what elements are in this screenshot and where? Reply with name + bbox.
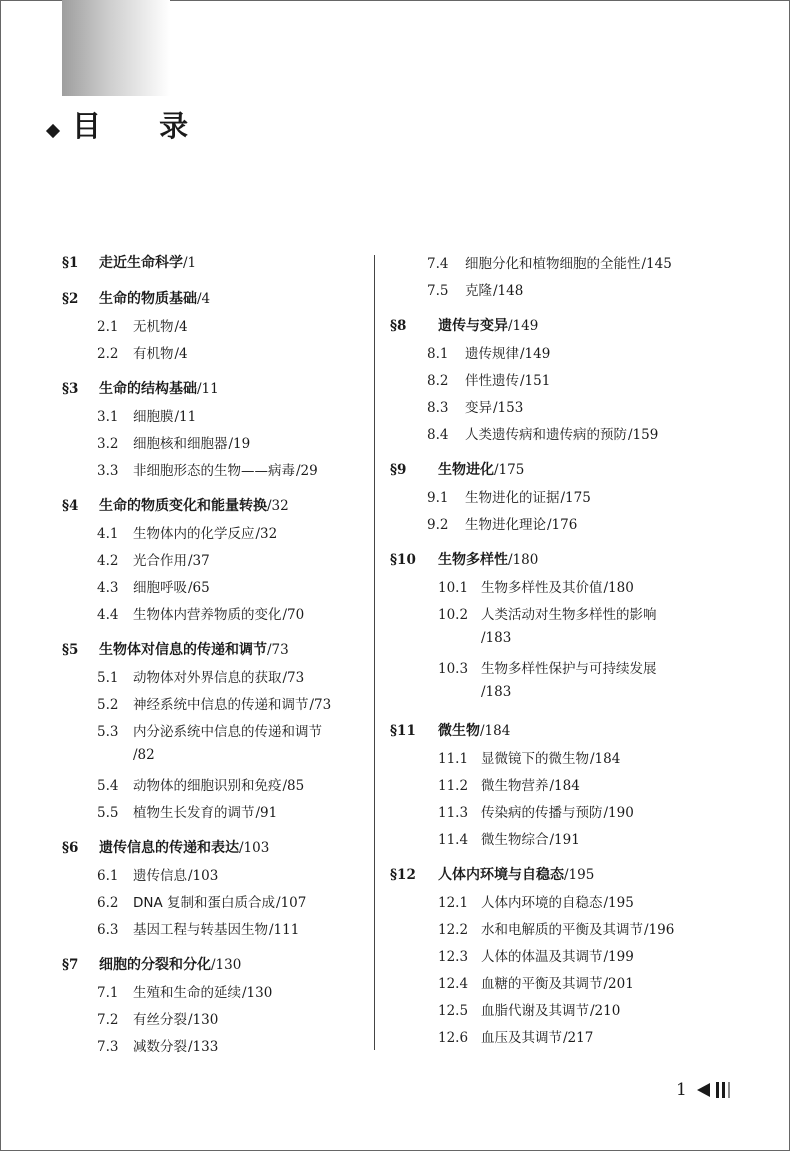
subsection-page: /196	[644, 922, 675, 938]
toc-section-entry[interactable]	[62, 954, 362, 981]
section-number: §7	[62, 957, 79, 973]
section-page: /32	[267, 498, 289, 514]
subsection-number: 6.1	[97, 868, 119, 884]
subsection-page: /130	[242, 985, 273, 1001]
toc-section-entry[interactable]	[62, 252, 362, 279]
subsection-title: 动物体对外界信息的获取	[133, 670, 282, 686]
section-title: 生命的结构基础	[99, 381, 197, 397]
section-page: /175	[494, 462, 525, 478]
subsection-title: 生物进化的证据	[465, 490, 560, 506]
subsection-number: 7.3	[97, 1039, 119, 1055]
subsection-title: 血压及其调节	[481, 1030, 562, 1046]
subsection-title: 植物生长发育的调节	[133, 805, 255, 821]
subsection-page: /4	[174, 346, 188, 362]
toc-subsection-entry[interactable]	[390, 657, 710, 684]
subsection-title: 细胞分化和植物细胞的全能性	[465, 256, 641, 272]
section-page: /1	[183, 255, 197, 271]
subsection-title: 生殖和生命的延续	[133, 985, 241, 1001]
subsection-page: /217	[563, 1030, 594, 1046]
subsection-page: /32	[255, 526, 278, 542]
subsection-title: 有机物	[133, 346, 174, 362]
subsection-number: 4.4	[97, 607, 119, 623]
subsection-title: 生物多样性保护与可持续发展	[481, 661, 657, 677]
diamond-bullet-icon	[46, 124, 60, 138]
section-number: §11	[390, 723, 416, 739]
section-title: 生物体对信息的传递和调节	[99, 642, 267, 658]
subsection-title: 细胞呼吸	[133, 580, 187, 596]
section-page: /73	[267, 642, 289, 658]
subsection-title: 内分泌系统中信息的传递和调节	[133, 724, 322, 740]
subsection-number: 8.3	[427, 400, 449, 416]
subsection-page: /210	[590, 1003, 621, 1019]
toc-section-entry[interactable]	[62, 288, 362, 315]
toc-subsection-entry[interactable]	[62, 549, 362, 576]
toc-subsection-entry[interactable]	[62, 891, 362, 918]
toc-subsection-entry[interactable]	[62, 864, 362, 891]
subsection-number: 2.2	[97, 346, 119, 362]
subsection-number: 8.4	[427, 427, 449, 443]
subsection-page: /133	[188, 1039, 219, 1055]
section-page: /180	[508, 552, 539, 568]
subsection-page: /145	[641, 256, 672, 272]
toc-subsection-entry[interactable]	[62, 405, 362, 432]
toc-subsection-entry[interactable]	[390, 747, 710, 774]
subsection-title: 人类活动对生物多样性的影响	[481, 607, 657, 623]
subsection-number: 12.1	[438, 895, 469, 911]
subsection-number: 6.2	[97, 895, 119, 911]
subsection-title: 生物体内营养物质的变化	[133, 607, 282, 623]
section-number: §3	[62, 381, 79, 397]
toc-subsection-entry[interactable]	[390, 423, 710, 450]
toc-subsection-entry[interactable]	[390, 828, 710, 855]
subsection-number: 3.2	[97, 436, 119, 452]
subsection-page: /111	[269, 922, 300, 938]
toc-subsection-entry[interactable]	[390, 513, 710, 540]
subsection-number: 9.2	[427, 517, 449, 533]
subsection-title: 有丝分裂	[133, 1012, 187, 1028]
subsection-page: /201	[603, 976, 634, 992]
subsection-title: 微生物营养	[481, 778, 549, 794]
toc-subsection-entry[interactable]	[62, 603, 362, 630]
subsection-number: 11.2	[438, 778, 469, 794]
subsection-number: 10.3	[438, 661, 469, 677]
toc-section-entry[interactable]	[390, 315, 710, 342]
toc-subsection-entry[interactable]	[62, 720, 362, 747]
toc-subsection-entry[interactable]	[62, 801, 362, 828]
section-title: 遗传信息的传递和表达	[99, 840, 239, 856]
subsection-number: 7.2	[97, 1012, 119, 1028]
toc-subsection-entry[interactable]	[62, 522, 362, 549]
section-page: /11	[197, 381, 219, 397]
section-title: 微生物	[438, 723, 480, 739]
subsection-number: 11.1	[438, 751, 469, 767]
subsection-page: /191	[549, 832, 580, 848]
subsection-page: /37	[188, 553, 210, 569]
subsection-page: /151	[520, 373, 551, 389]
toc-subsection-entry[interactable]	[390, 891, 710, 918]
toc-subsection-entry[interactable]	[390, 369, 710, 396]
section-title: 遗传与变异	[438, 318, 508, 334]
column-divider	[374, 255, 375, 1050]
section-title: 生物进化	[438, 462, 494, 478]
subsection-title: 细胞核和细胞器	[133, 436, 228, 452]
subsection-number: 6.3	[97, 922, 119, 938]
subsection-page: /184	[549, 778, 580, 794]
toc-subsection-entry[interactable]	[390, 576, 710, 603]
toc-subsection-entry[interactable]	[390, 918, 710, 945]
subsection-page: /65	[188, 580, 210, 596]
subsection-title: 伴性遗传	[465, 373, 519, 389]
toc-subsection-entry[interactable]	[390, 603, 710, 630]
subsection-title: 血糖的平衡及其调节	[481, 976, 603, 992]
folio-bar-icon	[722, 1082, 725, 1098]
subsection-page: /85	[282, 778, 305, 794]
section-number: §4	[62, 498, 79, 514]
toc-section-entry[interactable]	[390, 864, 710, 891]
subsection-title: 遗传规律	[465, 346, 519, 362]
subsection-number: 12.2	[438, 922, 469, 938]
toc-subsection-entry[interactable]	[390, 1026, 710, 1053]
subsection-page: /91	[255, 805, 278, 821]
subsection-page-continued: /183	[481, 684, 512, 700]
subsection-title: 克隆	[465, 283, 492, 299]
page-title: 目 录	[72, 108, 213, 143]
toc-subsection-entry[interactable]	[62, 666, 362, 693]
subsection-title: 基因工程与转基因生物	[133, 922, 268, 938]
toc-subsection-entry[interactable]	[62, 774, 362, 801]
subsection-number: 4.1	[97, 526, 119, 542]
subsection-title: 生物进化理论	[465, 517, 546, 533]
subsection-page: /19	[228, 436, 251, 452]
section-number: §5	[62, 642, 79, 658]
subsection-page: /184	[590, 751, 621, 767]
toc-subsection-entry[interactable]	[62, 693, 362, 720]
section-page: /130	[211, 957, 242, 973]
section-page: /4	[197, 291, 211, 307]
subsection-title: 减数分裂	[133, 1039, 187, 1055]
page-folio	[676, 1080, 730, 1100]
toc-subsection-entry[interactable]	[62, 315, 362, 342]
toc-section-entry[interactable]	[62, 495, 362, 522]
subsection-title: 人体的体温及其调节	[481, 949, 603, 965]
section-title: 生物多样性	[438, 552, 508, 568]
subsection-number: 9.1	[427, 490, 449, 506]
subsection-page: /4	[174, 319, 188, 335]
subsection-page: /175	[560, 490, 591, 506]
subsection-number: 4.3	[97, 580, 119, 596]
toc-section-entry[interactable]	[62, 639, 362, 666]
folio-bar-icon	[728, 1082, 730, 1098]
toc-subsection-entry[interactable]	[390, 342, 710, 369]
subsection-page: /11	[174, 409, 197, 425]
subsection-number: 12.3	[438, 949, 469, 965]
toc-section-entry[interactable]	[62, 837, 362, 864]
section-number: §1	[62, 255, 79, 271]
subsection-number: 11.3	[438, 805, 469, 821]
subsection-number: 4.2	[97, 553, 119, 569]
subsection-title: 非细胞形态的生物——病毒	[133, 463, 295, 479]
subsection-title: 微生物综合	[481, 832, 549, 848]
subsection-number: 5.3	[97, 724, 119, 740]
subsection-number: 3.3	[97, 463, 119, 479]
subsection-number: 8.1	[427, 346, 449, 362]
toc-section-entry[interactable]	[390, 720, 710, 747]
subsection-page: /159	[628, 427, 659, 443]
toc-section-entry[interactable]	[390, 549, 710, 576]
subsection-title: 血脂代谢及其调节	[481, 1003, 589, 1019]
subsection-number: 12.4	[438, 976, 469, 992]
subsection-number: 10.1	[438, 580, 469, 596]
subsection-page: /73	[309, 697, 332, 713]
subsection-page: /70	[282, 607, 305, 623]
section-title: 人体内环境与自稳态	[438, 867, 564, 883]
subsection-page: /149	[520, 346, 551, 362]
toc-subsection-entry[interactable]	[62, 1008, 362, 1035]
toc-subsection-entry[interactable]	[390, 774, 710, 801]
subsection-title: 光合作用	[133, 553, 187, 569]
toc-subsection-entry[interactable]	[62, 918, 362, 945]
subsection-number: 7.1	[97, 985, 119, 1001]
subsection-page-continued: /82	[133, 747, 155, 763]
section-page: /184	[480, 723, 511, 739]
subsection-number: 7.5	[427, 283, 449, 299]
subsection-number: 5.1	[97, 670, 119, 686]
subsection-page: /180	[603, 580, 634, 596]
toc-subsection-entry[interactable]	[390, 972, 710, 999]
section-number: §10	[390, 552, 416, 568]
subsection-number: 5.2	[97, 697, 119, 713]
subsection-number: 3.1	[97, 409, 119, 425]
toc-subsection-entry[interactable]	[62, 981, 362, 1008]
section-number: §12	[390, 867, 416, 883]
section-page: /195	[564, 867, 595, 883]
subsection-page: /103	[188, 868, 219, 884]
heading	[48, 104, 212, 144]
subsection-number: 7.4	[427, 256, 449, 272]
subsection-title: 生物多样性及其价值	[481, 580, 603, 596]
subsection-title: 传染病的传播与预防	[481, 805, 603, 821]
subsection-page: /73	[282, 670, 305, 686]
section-title: 生命的物质变化和能量转换	[99, 498, 267, 514]
subsection-number: 10.2	[438, 607, 469, 623]
subsection-page-continued: /183	[481, 630, 512, 646]
toc-subsection-entry[interactable]	[390, 801, 710, 828]
subsection-number: 8.2	[427, 373, 449, 389]
section-number: §9	[390, 462, 407, 478]
subsection-title: DNA 复制和蛋白质合成	[133, 895, 276, 911]
subsection-page: /199	[603, 949, 634, 965]
subsection-title: 细胞膜	[133, 409, 174, 425]
subsection-number: 12.6	[438, 1030, 469, 1046]
section-title: 生命的物质基础	[99, 291, 197, 307]
subsection-title: 人体内环境的自稳态	[481, 895, 603, 911]
toc-subsection-entry[interactable]	[390, 945, 710, 972]
subsection-number: 5.5	[97, 805, 119, 821]
page-number: 1	[676, 1080, 687, 1100]
subsection-number: 12.5	[438, 1003, 469, 1019]
subsection-page: /195	[603, 895, 634, 911]
toc-subsection-entry[interactable]	[62, 1035, 362, 1062]
subsection-page: /107	[276, 895, 307, 911]
toc-subsection-entry[interactable]	[390, 279, 710, 306]
toc-subsection-entry[interactable]	[390, 396, 710, 423]
toc-column-right	[390, 252, 710, 1053]
toc-subsection-entry[interactable]	[390, 999, 710, 1026]
subsection-title: 显微镜下的微生物	[481, 751, 589, 767]
toc-section-entry[interactable]	[390, 459, 710, 486]
toc-column-left	[62, 252, 362, 1062]
section-page: /149	[508, 318, 539, 334]
subsection-title: 动物体的细胞识别和免疫	[133, 778, 282, 794]
subsection-page: /190	[603, 805, 634, 821]
subsection-title: 人类遗传病和遗传病的预防	[465, 427, 627, 443]
subsection-number: 2.1	[97, 319, 119, 335]
section-number: §8	[390, 318, 407, 334]
subsection-page: /29	[296, 463, 318, 479]
subsection-title: 生物体内的化学反应	[133, 526, 255, 542]
toc-subsection-entry[interactable]	[62, 342, 362, 369]
section-title: 走近生命科学	[99, 255, 183, 271]
section-page: /103	[239, 840, 270, 856]
toc-section-entry[interactable]	[62, 378, 362, 405]
toc-subsection-entry[interactable]	[62, 459, 362, 486]
toc-subsection-entry[interactable]	[390, 252, 710, 279]
subsection-title: 无机物	[133, 319, 174, 335]
toc-subsection-entry[interactable]	[62, 576, 362, 603]
subsection-page: /148	[493, 283, 524, 299]
folio-bar-icon	[716, 1082, 719, 1098]
subsection-title: 水和电解质的平衡及其调节	[481, 922, 643, 938]
subsection-title: 神经系统中信息的传递和调节	[133, 697, 309, 713]
subsection-page: /153	[493, 400, 524, 416]
subsection-number: 5.4	[97, 778, 119, 794]
toc-subsection-entry[interactable]	[390, 486, 710, 513]
section-number: §2	[62, 291, 79, 307]
subsection-page: /130	[188, 1012, 219, 1028]
subsection-number: 11.4	[438, 832, 469, 848]
section-title: 细胞的分裂和分化	[99, 957, 211, 973]
subsection-title: 变异	[465, 400, 492, 416]
subsection-page: /176	[547, 517, 578, 533]
left-arrow-icon	[697, 1083, 710, 1097]
section-number: §6	[62, 840, 79, 856]
toc-subsection-entry[interactable]	[62, 432, 362, 459]
subsection-title: 遗传信息	[133, 868, 187, 884]
corner-shade-decoration	[62, 0, 170, 96]
